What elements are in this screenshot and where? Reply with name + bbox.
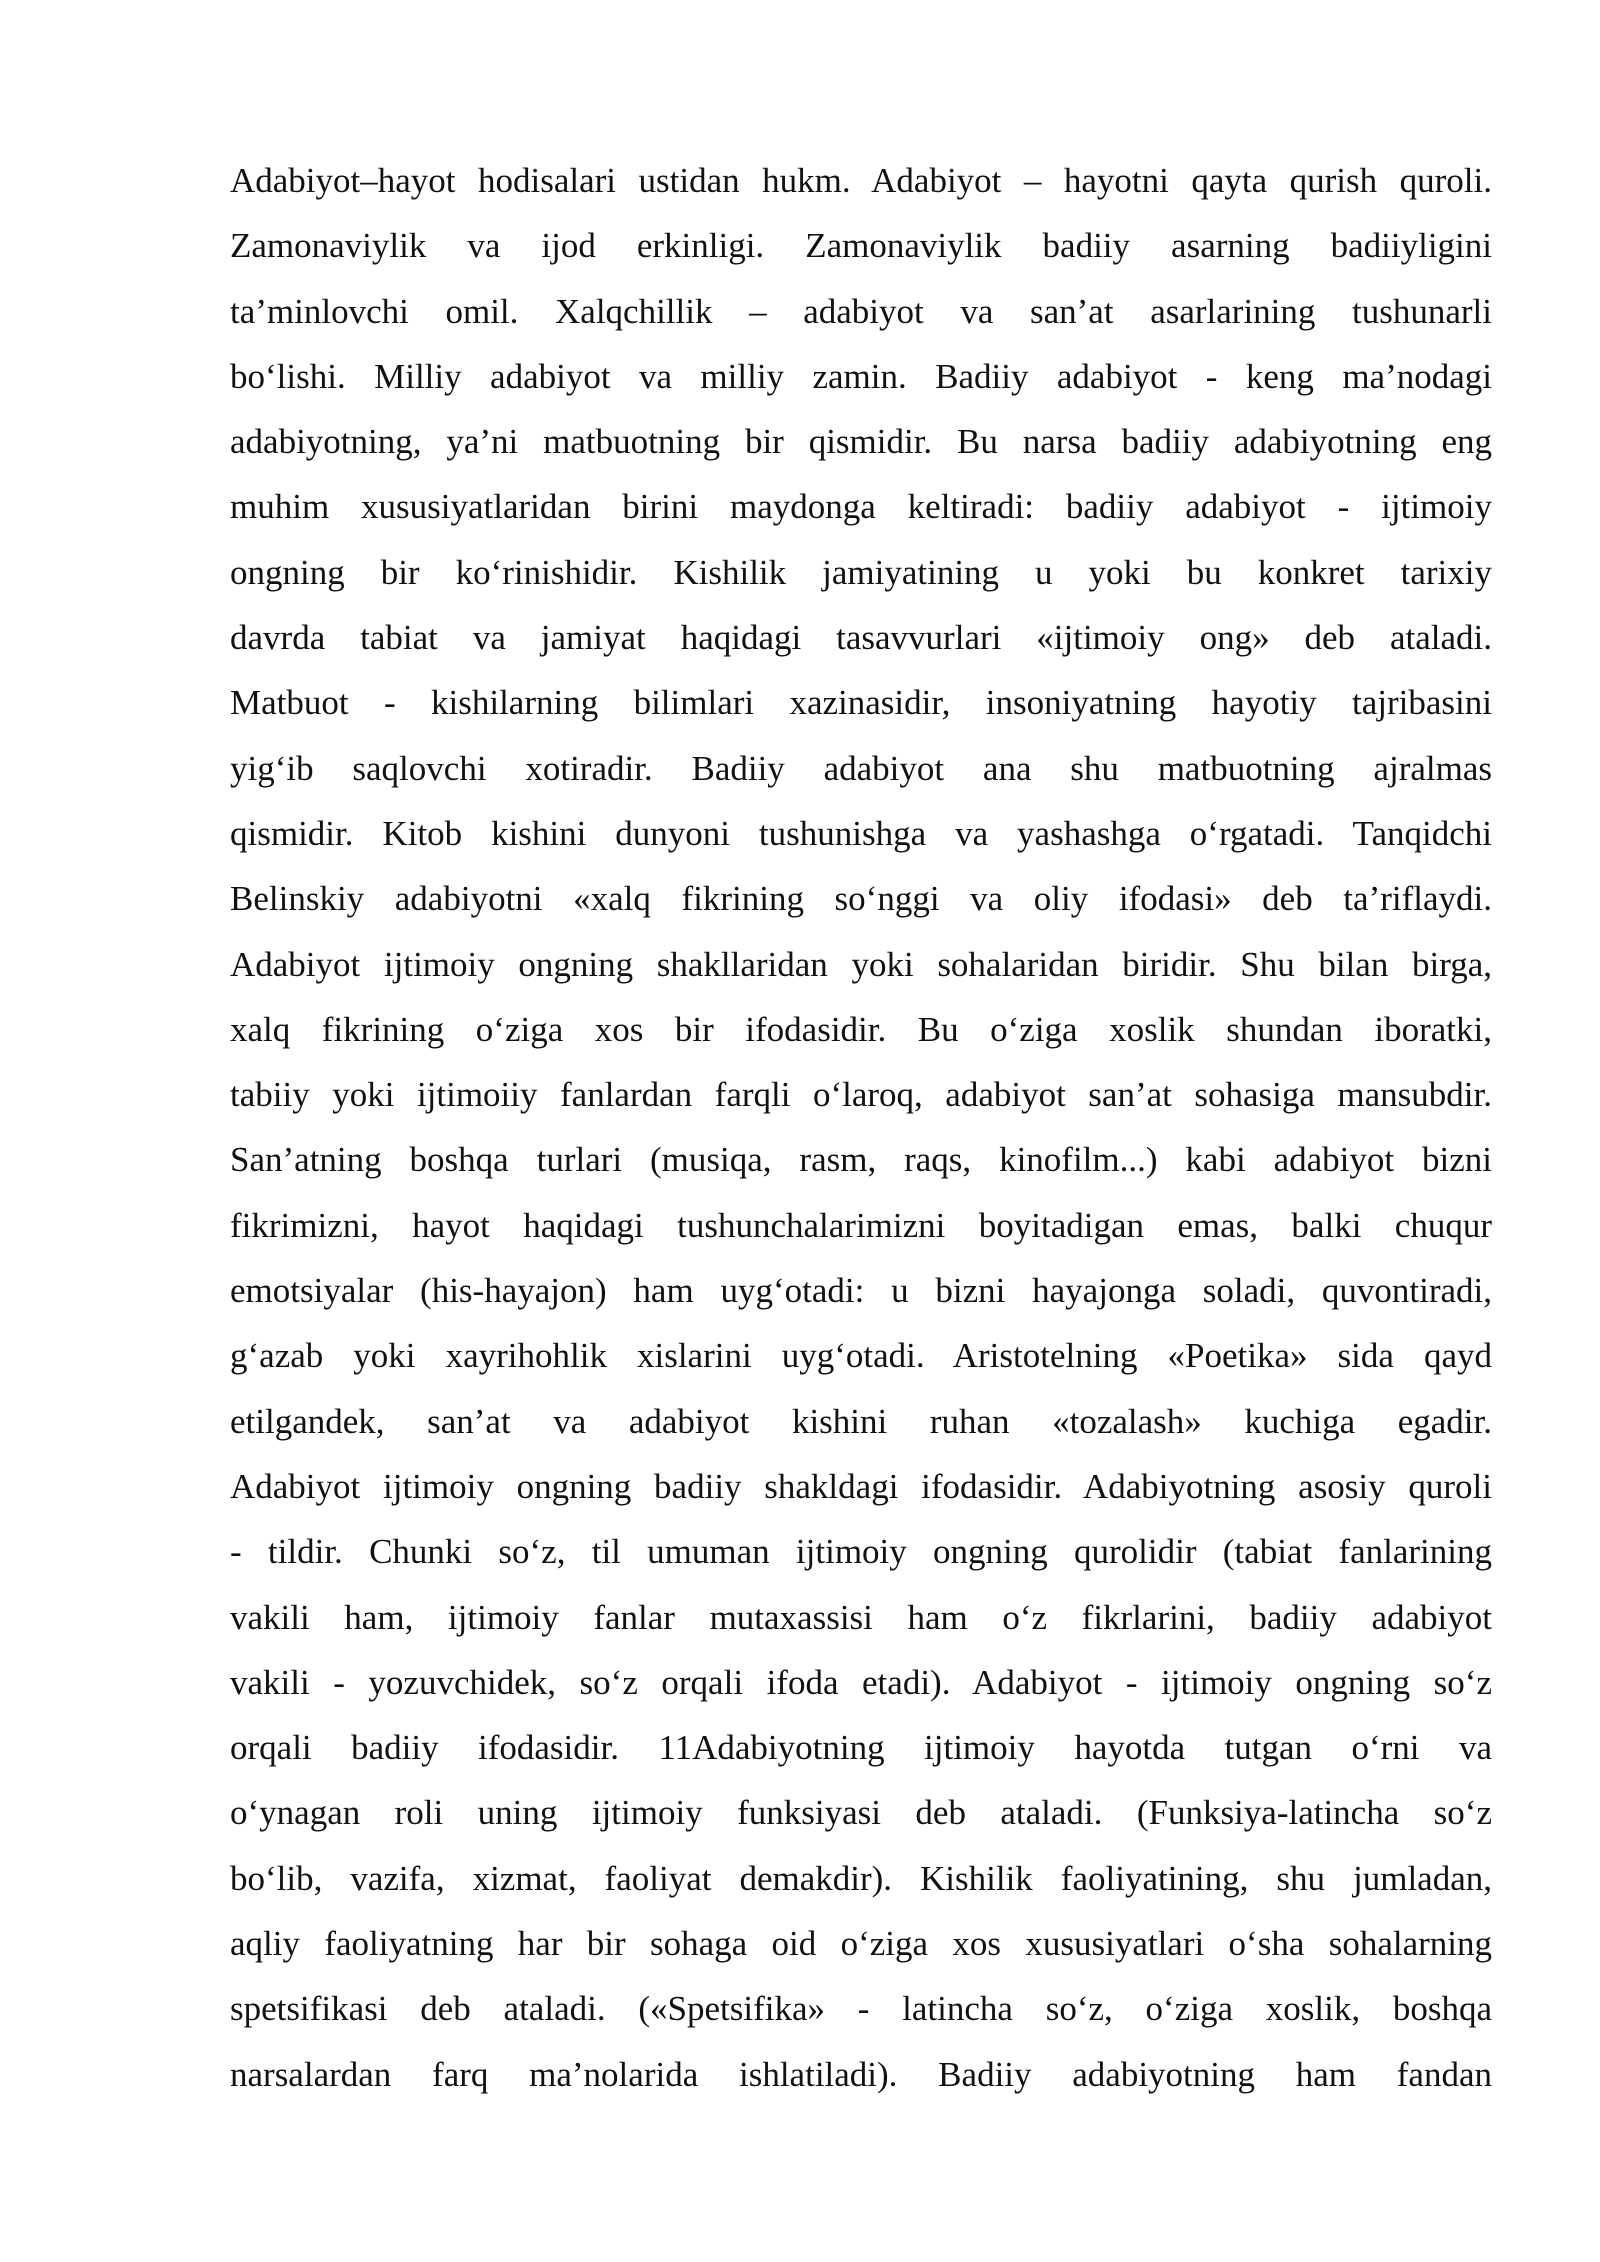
text-line: Zamonaviylik va ijod erkinligi. Zamonaviylik badiiy asarning badiiyligini <box>230 226 1492 266</box>
text-line: bo‘lib, vazifa, xizmat, faoliyat demakdir). Kishilik faoliyatining, shu jumladan, <box>230 1858 1492 1898</box>
text-line: qismidir. Kitob kishini dunyoni tushunishga va yashashga o‘rgatadi. Tanqidchi <box>230 813 1492 853</box>
text-line: - tildir. Chunki so‘z, til umuman ijtimoiy ongning qurolidir (tabiat fanlarining <box>230 1532 1492 1572</box>
text-line: xalq fikrining o‘ziga xos bir ifodasidir. Bu o‘ziga xoslik shundan iboratki, <box>230 1009 1492 1049</box>
text-line: fikrimizni, hayot haqidagi tushunchalarimizni boyitadigan emas, balki chuqur <box>230 1205 1492 1245</box>
text-line: tabiiy yoki ijtimoiiy fanlardan farqli o‘laroq, adabiyot san’at sohasiga mansubdir. <box>230 1075 1492 1115</box>
text-line: yig‘ib saqlovchi xotiradir. Badiiy adabiyot ana shu matbuotning ajralmas <box>230 748 1492 788</box>
text-line: g‘azab yoki xayrihohlik xislarini uyg‘otadi. Aristotelning «Poetika» sida qayd <box>230 1336 1492 1376</box>
text-line: etilgandek, san’at va adabiyot kishini ruhan «tozalash» kuchiga egadir. <box>230 1401 1492 1441</box>
text-line: vakili ham, ijtimoiy fanlar mutaxassisi ham o‘z fikrlarini, badiiy adabiyot <box>230 1597 1492 1637</box>
text-line: vakili - yozuvchidek, so‘z orqali ifoda etadi). Adabiyot - ijtimoiy ongning so‘z <box>230 1662 1492 1702</box>
text-line: Adabiyot–hayot hodisalari ustidan hukm. Adabiyot – hayotni qayta qurish quroli. <box>230 161 1492 200</box>
text-line: Belinskiy adabiyotni «xalq fikrining so‘nggi va oliy ifodasi» deb ta’riflaydi. <box>230 879 1492 919</box>
text-line: Adabiyot ijtimoiy ongning badiiy shakldagi ifodasidir. Adabiyotning asosiy quroli <box>230 1466 1492 1506</box>
text-line: San’atning boshqa turlari (musiqa, rasm, raqs, kinofilm...) kabi adabiyot bizni <box>230 1140 1492 1180</box>
text-line: o‘ynagan roli uning ijtimoiy funksiyasi deb ataladi. (Funksiya-latincha so‘z <box>230 1793 1492 1833</box>
body-text <box>230 148 1492 2107</box>
text-line: Adabiyot ijtimoiy ongning shakllaridan yoki sohalaridan biridir. Shu bilan birga, <box>230 944 1492 984</box>
text-line: emotsiyalar (his-hayajon) ham uyg‘otadi: u bizni hayajonga soladi, quvontiradi, <box>230 1271 1492 1311</box>
text-line: ta’minlovchi omil. Xalqchillik – adabiyot va san’at asarlarining tushunarli <box>230 291 1492 331</box>
text-line: narsalardan farq ma’nolarida ishlatiladi). Badiiy adabiyotning ham fandan <box>230 2054 1492 2094</box>
text-line: orqali badiiy ifodasidir. 11Adabiyotning ijtimoiy hayotda tutgan o‘rni va <box>230 1728 1492 1768</box>
text-line: aqliy faoliyatning har bir sohaga oid o‘ziga xos xususiyatlari o‘sha sohalarning <box>230 1924 1492 1964</box>
text-line: Matbuot - kishilarning bilimlari xazinasidir, insoniyatning hayotiy tajribasini <box>230 683 1492 723</box>
text-line: davrda tabiat va jamiyat haqidagi tasavvurlari «ijtimoiy ong» deb ataladi. <box>230 618 1492 658</box>
text-line: muhim xususiyatlaridan birini maydonga keltiradi: badiiy adabiyot - ijtimoiy <box>230 487 1492 527</box>
text-line: ongning bir ko‘rinishidir. Kishilik jamiyatining u yoki bu konkret tarixiy <box>230 552 1492 592</box>
text-line: bo‘lishi. Milliy adabiyot va milliy zamin. Badiiy adabiyot - keng ma’nodagi <box>230 356 1492 396</box>
text-line: adabiyotning, ya’ni matbuotning bir qismidir. Bu narsa badiiy adabiyotning eng <box>230 422 1492 462</box>
text-line: spetsifikasi deb ataladi. («Spetsifika» - latincha so‘z, o‘ziga xoslik, boshqa <box>230 1989 1492 2029</box>
